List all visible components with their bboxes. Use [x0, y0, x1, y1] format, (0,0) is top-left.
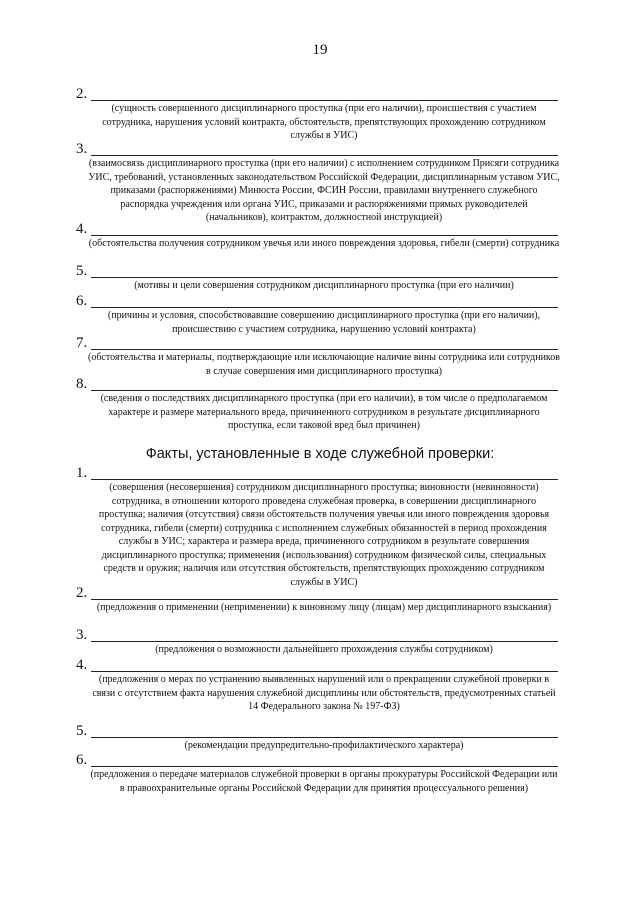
fill-line [91, 349, 558, 350]
item-caption: (предложения о применении (неприменении) к виновному лицу (лицам) мер дисциплинарного взыскания) [96, 602, 552, 613]
fill-line [91, 599, 558, 600]
item-number: 5. [76, 263, 88, 279]
item-caption: (причины и условия, способствовавшие совершению дисциплинарного проступка (при его наличии), происшествию с участием сотрудника, нарушению условий контракта) [107, 310, 541, 335]
item-caption: (обстоятельства получения сотрудником увечья или иного повреждения здоровья, гибели (смерти) сотрудника [88, 238, 560, 249]
fill-line [91, 390, 558, 391]
item-caption: (предложения о возможности дальнейшего прохождения службы сотрудником) [155, 644, 493, 655]
item-number: 7. [76, 335, 88, 351]
item-number: 2. [76, 585, 88, 601]
item-number: 3. [76, 627, 88, 643]
item-caption: (предложения о мерах по устранению выявленных нарушений или о прекращении служебной проверки в связи с отсутствием факта нарушения служебной дисциплины или обстоятельств, предусмотренных статьей 14 Федерального закона № 197-ФЗ) [92, 674, 556, 712]
item-caption: (рекомендации предупредительно-профилактического характера) [184, 740, 464, 751]
item-number: 8. [76, 376, 88, 392]
fill-line [91, 155, 558, 156]
item-caption: (сущность совершенного дисциплинарного проступка (при его наличии), происшествия с участием сотрудника, нарушения условий контракта, обстоятельств, препятствующих прохождению сотрудником службы в УИС) [102, 103, 546, 141]
item-caption: (взаимосвязь дисциплинарного проступка (при его наличии) с исполнением сотрудником Присяги сотрудника УИС, требований, установленных законодательством Российской Федерации, дисциплинарным уставом УИС, приказами (распоряжениями) Минюста России, ФСИН России, правилами внутреннего служебного распорядка учреждения или органа УИС, приказами и распоряжениями прямых руководителей (начальников), контрактом, должностной инструкцией) [88, 158, 560, 223]
item-number: 6. [76, 752, 88, 768]
item-number: 5. [76, 723, 88, 739]
fill-line [91, 479, 558, 480]
item-caption: (мотивы и цели совершения сотрудником дисциплинарного проступка (при его наличии) [134, 280, 514, 291]
fill-line [91, 641, 558, 642]
fill-line [91, 671, 558, 672]
item-number: 1. [76, 465, 88, 481]
fill-line [91, 766, 558, 767]
item-caption: (сведения о последствиях дисциплинарного проступка (при его наличии), в том числе о предполагаемом характере и размере материального вреда, причиненного сотрудником в результате дисциплинарного проступка, если таковой вред был причинен) [100, 393, 548, 431]
item-number: 2. [76, 86, 88, 102]
fill-line [91, 277, 558, 278]
item-number: 4. [76, 221, 88, 237]
item-number: 6. [76, 293, 88, 309]
fill-line [91, 307, 558, 308]
item-number: 3. [76, 141, 88, 157]
item-caption: (предложения о передаче материалов служебной проверки в органы прокуратуры Российской Федерации или в правоохранительные органы Российской Федерации для принятия процессуального решения) [90, 769, 558, 794]
item-number: 4. [76, 657, 88, 673]
page-number: 19 [312, 42, 328, 58]
item-caption: (совершения (несовершения) сотрудником дисциплинарного проступка; виновности (невиновности) сотрудника, в отношении которого проведена служебная проверка, в совершении дисциплинарного проступка; наличия (отсутствия) связи обстоятельств получения увечья или иного повреждения здоровья сотрудника, гибели (смерти) сотрудника с исполнением служебных обязанностей в период прохождения службы в УИС; характера и размера вреда, причиненного сотрудником в результате совершения дисциплинарного проступка; применения (использования) сотрудником физической силы, специальных средств и оружия; наличия или отсутствия обстоятельств, препятствующих прохождению сотрудником службы в УИС) [98, 482, 550, 588]
section-title: Факты, установленные в ходе служебной проверки: [145, 446, 495, 462]
fill-line [91, 100, 558, 101]
fill-line [91, 737, 558, 738]
item-caption: (обстоятельства и материалы, подтверждающие или исключающие наличие вины сотрудника или сотрудников в случае совершения ими дисциплинарного проступка) [88, 352, 561, 377]
fill-line [91, 235, 558, 236]
